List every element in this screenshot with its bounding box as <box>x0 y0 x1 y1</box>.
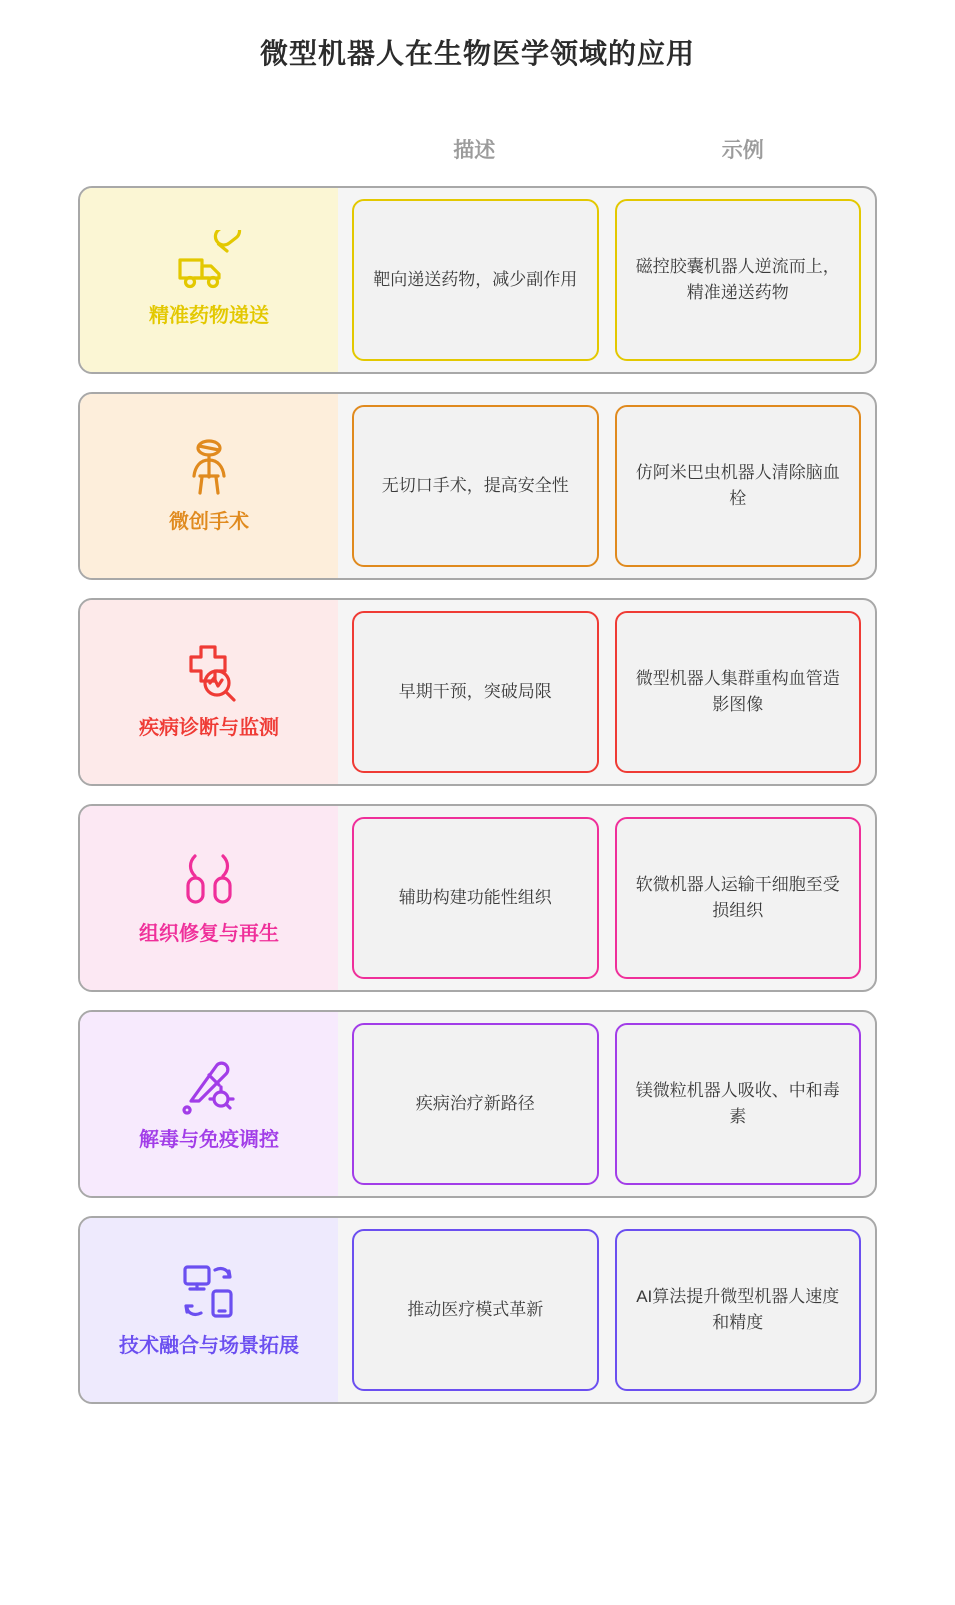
example-text: 磁控胶囊机器人逆流而上，精准递送药物 <box>635 256 840 302</box>
detox-dropper-icon <box>177 1049 241 1121</box>
description-cell <box>352 817 599 979</box>
example-cell <box>615 1229 862 1391</box>
category-label: 微创手术 <box>169 511 249 533</box>
description-cell <box>352 1229 599 1391</box>
cells-group <box>338 1218 875 1402</box>
category-label: 精准药物递送 <box>149 305 269 327</box>
cells-group <box>338 188 875 372</box>
example-cell <box>615 817 862 979</box>
device-sync-icon <box>177 1255 241 1327</box>
table-row <box>78 1010 877 1198</box>
cells-group <box>338 806 875 990</box>
category-label: 疾病诊断与监测 <box>139 717 279 739</box>
category-cell <box>80 1218 338 1402</box>
category-cell <box>80 394 338 578</box>
page-title: 微型机器人在生物医学领域的应用 <box>259 38 695 69</box>
category-label: 解毒与免疫调控 <box>139 1129 279 1151</box>
table-row <box>78 598 877 786</box>
description-text: 疾病治疗新路径 <box>415 1093 535 1113</box>
example-text: AI算法提升微型机器人速度和精度 <box>636 1286 840 1332</box>
table-row <box>78 804 877 992</box>
example-text: 软微机器人运输干细胞至受损组织 <box>635 874 840 920</box>
table-row <box>78 186 877 374</box>
description-text: 无切口手术，提高安全性 <box>381 475 569 495</box>
column-header-example: 示例 <box>721 139 764 162</box>
category-cell <box>80 188 338 372</box>
category-label: 技术融合与场景拓展 <box>119 1335 299 1357</box>
description-text: 早期干预，突破局限 <box>398 681 552 701</box>
description-text: 靶向递送药物，减少副作用 <box>373 269 578 289</box>
description-cell <box>352 405 599 567</box>
table-row <box>78 1216 877 1404</box>
medical-cross-magnifier-icon <box>177 637 241 709</box>
pill-truck-icon <box>174 225 244 297</box>
category-label: 组织修复与再生 <box>139 923 279 945</box>
category-cell <box>80 600 338 784</box>
cells-group <box>338 600 875 784</box>
example-text: 仿阿米巴虫机器人清除脑血栓 <box>635 462 840 508</box>
example-cell <box>615 405 862 567</box>
rows-container <box>0 186 955 1404</box>
example-cell <box>615 611 862 773</box>
description-text: 辅助构建功能性组织 <box>398 887 552 907</box>
example-text: 镁微粒机器人吸收、中和毒素 <box>635 1080 840 1126</box>
description-cell <box>352 199 599 361</box>
example-text: 微型机器人集群重构血管造影图像 <box>635 668 840 714</box>
description-text: 推动医疗模式革新 <box>407 1299 544 1319</box>
description-cell <box>352 1023 599 1185</box>
surgery-person-icon <box>178 431 240 503</box>
cells-group <box>338 394 875 578</box>
cells-group <box>338 1012 875 1196</box>
column-headers <box>0 134 955 164</box>
table-row <box>78 392 877 580</box>
tissue-regeneration-icon <box>178 843 240 915</box>
category-cell <box>80 806 338 990</box>
description-cell <box>352 611 599 773</box>
example-cell <box>615 1023 862 1185</box>
column-header-description: 描述 <box>453 139 496 162</box>
category-cell <box>80 1012 338 1196</box>
example-cell <box>615 199 862 361</box>
